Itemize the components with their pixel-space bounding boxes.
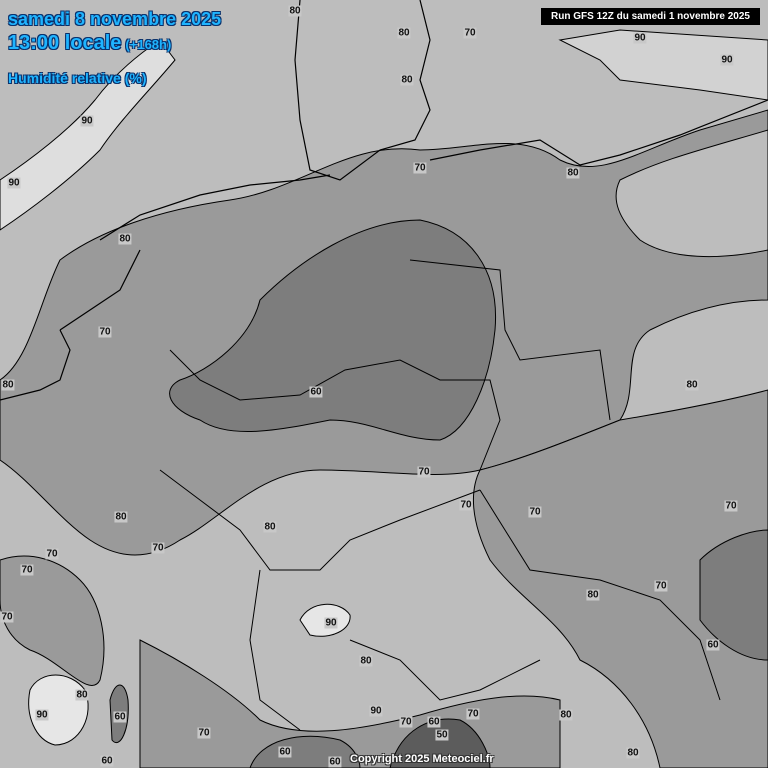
contour-label: 70 — [464, 27, 476, 39]
contour-label: 90 — [634, 32, 646, 44]
contour-label: 70 — [655, 580, 667, 592]
contour-label: 50 — [436, 729, 448, 741]
parameter-title: Humidité relative (%) — [8, 70, 147, 86]
contour-label: 90 — [36, 709, 48, 721]
contour-label: 70 — [725, 500, 737, 512]
forecast-date: samedi 8 novembre 2025 — [8, 9, 222, 29]
forecast-local-time: 13:00 locale — [8, 32, 122, 54]
contour-label: 90 — [8, 177, 20, 189]
contour-label: 70 — [1, 611, 13, 623]
contour-label: 80 — [115, 511, 127, 523]
contour-label: 60 — [310, 386, 322, 398]
contour-label: 70 — [46, 548, 58, 560]
contour-label: 80 — [360, 655, 372, 667]
contour-label: 90 — [721, 54, 733, 66]
contour-label: 90 — [325, 617, 337, 629]
contour-label: 60 — [279, 746, 291, 758]
contour-label: 70 — [21, 564, 33, 576]
contour-label: 60 — [428, 716, 440, 728]
contour-label: 70 — [467, 708, 479, 720]
contour-label: 70 — [529, 506, 541, 518]
contour-label: 80 — [289, 5, 301, 17]
contour-label: 60 — [329, 756, 341, 768]
contour-label: 80 — [264, 521, 276, 533]
forecast-hour: (+168h) — [125, 37, 172, 52]
contour-label: 60 — [101, 755, 113, 767]
contour-label: 70 — [198, 727, 210, 739]
copyright: Copyright 2025 Meteociel.fr — [350, 753, 494, 765]
contour-label: 70 — [418, 466, 430, 478]
contour-label: 80 — [2, 379, 14, 391]
contour-label: 70 — [99, 326, 111, 338]
contour-label: 80 — [627, 747, 639, 759]
contour-label: 80 — [398, 27, 410, 39]
contour-label: 80 — [401, 74, 413, 86]
contour-label: 80 — [119, 233, 131, 245]
contour-label: 80 — [76, 689, 88, 701]
contour-label: 60 — [707, 639, 719, 651]
contour-label: 90 — [370, 705, 382, 717]
contour-label: 70 — [152, 542, 164, 554]
contour-label: 80 — [567, 167, 579, 179]
contour-label: 80 — [587, 589, 599, 601]
contour-label: 70 — [460, 499, 472, 511]
contour-label: 70 — [414, 162, 426, 174]
contour-label: 80 — [560, 709, 572, 721]
contour-label: 60 — [114, 711, 126, 723]
run-info-badge: Run GFS 12Z du samedi 1 novembre 2025 — [541, 8, 760, 25]
contour-label: 80 — [686, 379, 698, 391]
contour-label: 90 — [81, 115, 93, 127]
contour-label: 70 — [400, 716, 412, 728]
forecast-time — [8, 32, 171, 55]
